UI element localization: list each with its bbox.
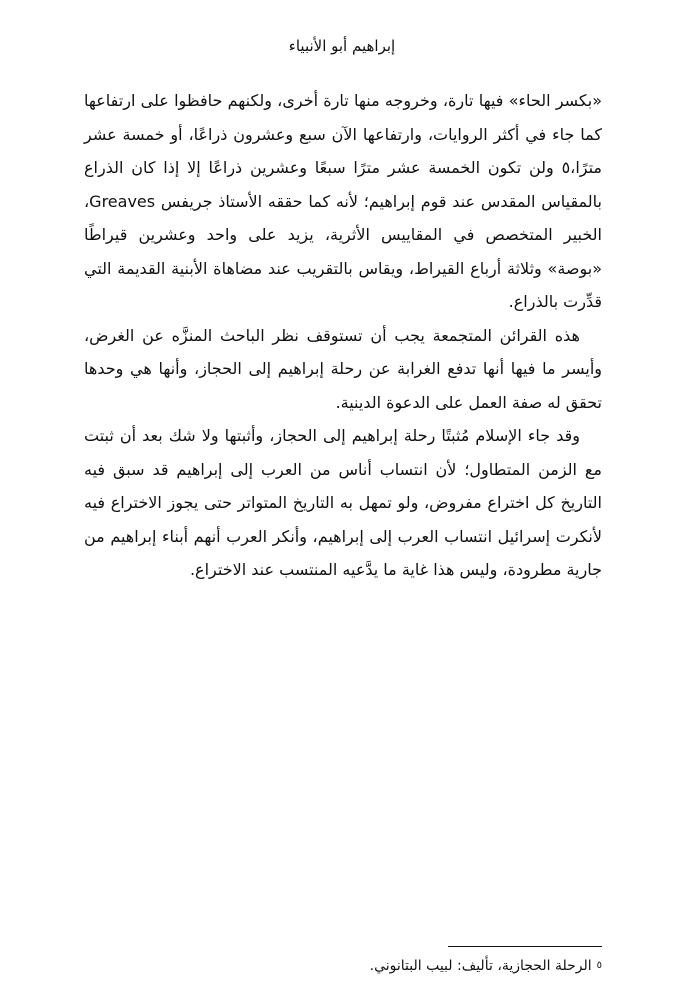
running-header: إبراهيم أبو الأنبياء [288, 37, 396, 55]
footnote-marker: ٥ [596, 960, 602, 971]
body-text [84, 84, 602, 587]
paragraph-3: وقد جاء الإسلام مُثبتًا رحلة إبراهيم إلى الحجاز، وأثبتها ولا شك بعد أن ثبتت مع الزمن المتطاول؛ لأن انتساب أناس من العرب إلى إبراهيم قد سبق فيه التاريخ كل اختراع مفروض، ولو تمهل به التاريخ المتواتر حتى يجوز الاختراع فيه لأنكرت إسرائيل انتساب العرب إلى إبراهيم، وأنكر العرب أنهم أبناء إبراهيم من جارية مطرودة، وليس هذا غاية ما يدَّعيه المنتسب عند الاختراع. [84, 426, 602, 579]
footnote-divider [448, 946, 602, 947]
footnote-text: الرحلة الحجازية، تأليف: لبيب البتانوني. [369, 958, 592, 974]
paragraph-2: هذه القرائن المتجمعة يجب أن تستوقف نظر الباحث المنزَّه عن الغرض، وأيسر ما فيها أنها تدفع الغرابة عن رحلة إبراهيم إلى الحجاز، وأنها هي وحدها تحقق له صفة العمل على الدعوة الدينية. [84, 325, 602, 412]
paragraph-1: «بكسر الحاء» فيها تارة، وخروجه منها تارة أخرى، ولكنهم حافظوا على ارتفاعها كما جاء في أكثر الروايات، وارتفاعها الآن سبع وعشرون ذراعًا، أو خمسة عشر مترًا،٥ ولن تكون الخمسة عشر مترًا سبعًا وعشرين ذراعًا إلا إذا كان الذراع بالمقياس المقدس عند قوم إبراهيم؛ لأنه كما حققه الأستاذ جريفس Greaves، الخبير المتخصص في المقاييس الأثرية، يزيد على واحد وعشرين قيراطًا «بوصة» وثلاثة أرباع القيراط، ويقاس بالتقريب عند مضاهاة الأبنية القديمة التي قدِّرت بالذراع. [84, 91, 602, 311]
footnote [370, 955, 602, 977]
